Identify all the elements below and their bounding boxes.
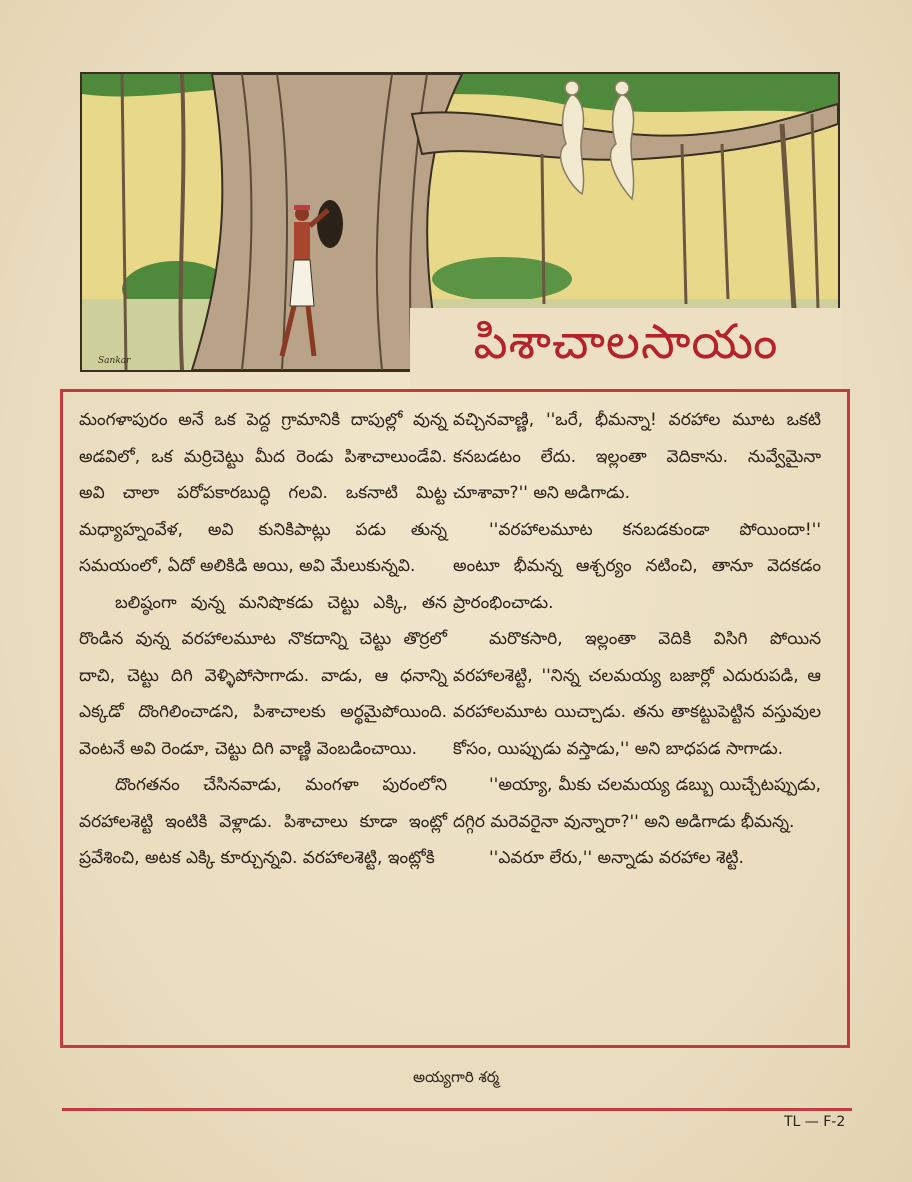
paragraph: ''ఎవరూ లేరు,'' అన్నాడు వరహాల శెట్టి. — [489, 848, 744, 868]
story-frame — [60, 389, 850, 1048]
author-name: అయ్యగారి శర్మ — [413, 1068, 499, 1086]
artist-signature: Sankar — [98, 356, 131, 366]
paragraph: దొంగతనం చేసినవాడు, మంగళా పురంలోని వరహాలశెట్టి ఇంటికి వెళ్లాడు. పిశాచాలు కూడా ఇంట్లో ప్రవేశించి, అటక ఎక్కి కూర్చున్నవి. వరహాలశెట్టి, ఇంట్లోకి — [79, 775, 447, 868]
paragraph: మరొకసారి, ఇల్లంతా వెదికి విసిగి పోయిన వరహాలశెట్టి, ''నిన్న చలమయ్య బజార్లో ఎదురుపడి, ఆ వరహాలమూట యిచ్చాడు. తను తాకట్టుపెట్టిన వస్తువుల కోసం, యిప్పుడు వస్తాడు,'' అని బాధపడ సాగాడు. — [453, 629, 821, 759]
paragraph: మంగళాపురం అనే ఒక పెద్ద గ్రామానికి దాపుల్లో వున్న అడవిలో, ఒక మర్రిచెట్టు మీద రెండు పిశాచాలుండేవి. అవి చాలా పరోపకారబుద్ధి గలవి. ఒకనాటి మిట్ట మధ్యాహ్నంవేళ, అవి కునికిపాట్లు పడు తున్న సమయంలో, ఏదో అలికిడి అయి, అవి మేలుకున్నవి. — [79, 410, 447, 576]
paragraph: బలిష్ఠంగా వున్న మనిషొకడు చెట్టు ఎక్కి, తన రొండిన వున్న వరహాలమూట నొకదాన్ని చెట్టు తొర్రలో దాచి, చెట్టు దిగి వెళ్ళిపోసాగాడు. వాడు, ఆ ధనాన్ని ఎక్కడో దొంగిలించాడని, పిశాచాలకు అర్థమైపోయింది. వెంటనే అవి రెండూ, చెట్టు దిగి వాణ్ణి వెంబడించాయి. — [79, 592, 447, 759]
paragraph: ''అయ్యా, మీకు చలమయ్య డబ్బు యిచ్చేటప్పుడు, దగ్గిర మరెవరైనా వున్నారా?'' అని అడిగాడు భీమన్న. — [453, 775, 821, 832]
paragraph: ''వరహాలమూట కనబడకుండా పోయిందా!'' అంటూ భీమన్న ఆశ్చర్యం నటించి, తానూ వెదకడం ప్రారంభించాడు. — [453, 519, 821, 613]
paragraph: వచ్చినవాణ్ణి, ''ఒరే, భీమన్నా! వరహాల మూట ఒకటి కనబడటం లేదు. ఇల్లంతా వెదికాను. నువ్వేమైనా చూశావా?'' అని అడిగాడు. — [453, 410, 821, 503]
left-column — [79, 402, 447, 877]
story-title: పిశాచాలసాయం — [473, 314, 779, 370]
title-box — [410, 308, 842, 388]
divider — [62, 1108, 852, 1111]
right-column — [453, 402, 821, 877]
page-code: TL — F-2 — [784, 1114, 846, 1130]
